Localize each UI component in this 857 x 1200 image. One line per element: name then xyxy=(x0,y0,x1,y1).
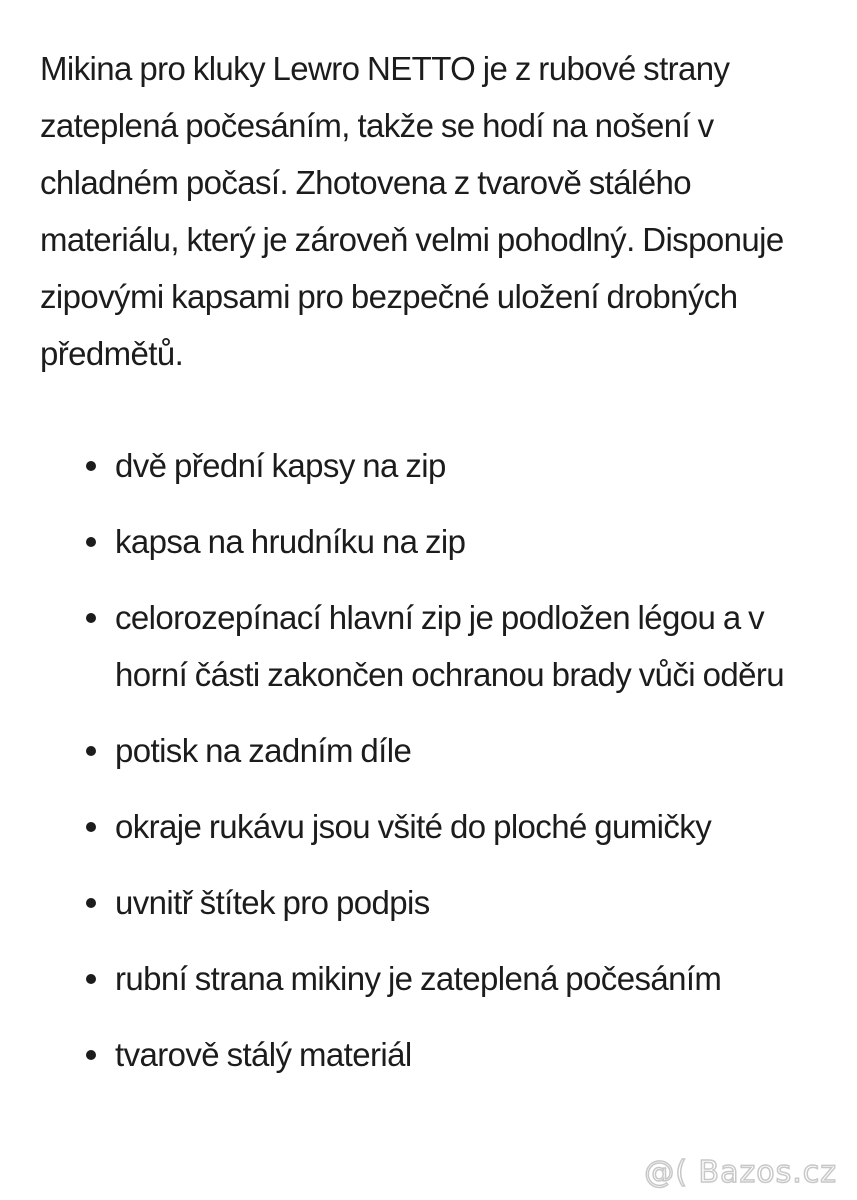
bullet-icon xyxy=(86,822,96,832)
bullet-icon xyxy=(86,746,96,756)
list-item-text: kapsa na hrudníku na zip xyxy=(115,523,466,560)
list-item xyxy=(40,589,830,703)
list-item xyxy=(40,513,830,570)
list-item xyxy=(40,798,830,855)
list-item xyxy=(40,950,830,1007)
list-item-text: potisk na zadním díle xyxy=(115,732,412,769)
list-item-text: rubní strana mikiny je zateplená počesáním xyxy=(115,960,722,997)
description-paragraph: Mikina pro kluky Lewro NETTO je z rubové strany zateplená počesáním, takže se hodí na nošení v chladném počasí. Zhotovena z tvarově stálého materiálu, který je zároveň velmi pohodlný. Disponuje zipovými kapsami pro bezpečné uložení drobných předmětů. xyxy=(40,50,784,372)
bullet-icon xyxy=(86,898,96,908)
bullet-icon xyxy=(86,1050,96,1060)
list-item xyxy=(40,722,830,779)
product-description xyxy=(40,40,830,1102)
list-item xyxy=(40,874,830,931)
list-item-text: celorozepínací hlavní zip je podložen légou a v horní části zakončen ochranou brady vůči oděru xyxy=(115,599,784,693)
bullet-icon xyxy=(86,461,96,471)
bullet-icon xyxy=(86,974,96,984)
list-item-text: uvnitř štítek pro podpis xyxy=(115,884,430,921)
list-item xyxy=(40,1026,830,1083)
list-item-text: okraje rukávu jsou všité do ploché gumičky xyxy=(115,808,712,845)
list-item-text: tvarově stálý materiál xyxy=(115,1036,412,1073)
list-item xyxy=(40,437,830,494)
list-item-text: dvě přední kapsy na zip xyxy=(115,447,446,484)
feature-list xyxy=(40,437,830,1083)
bullet-icon xyxy=(86,613,96,623)
bullet-icon xyxy=(86,537,96,547)
bazos-watermark: @( Bazos.cz xyxy=(644,1155,837,1190)
